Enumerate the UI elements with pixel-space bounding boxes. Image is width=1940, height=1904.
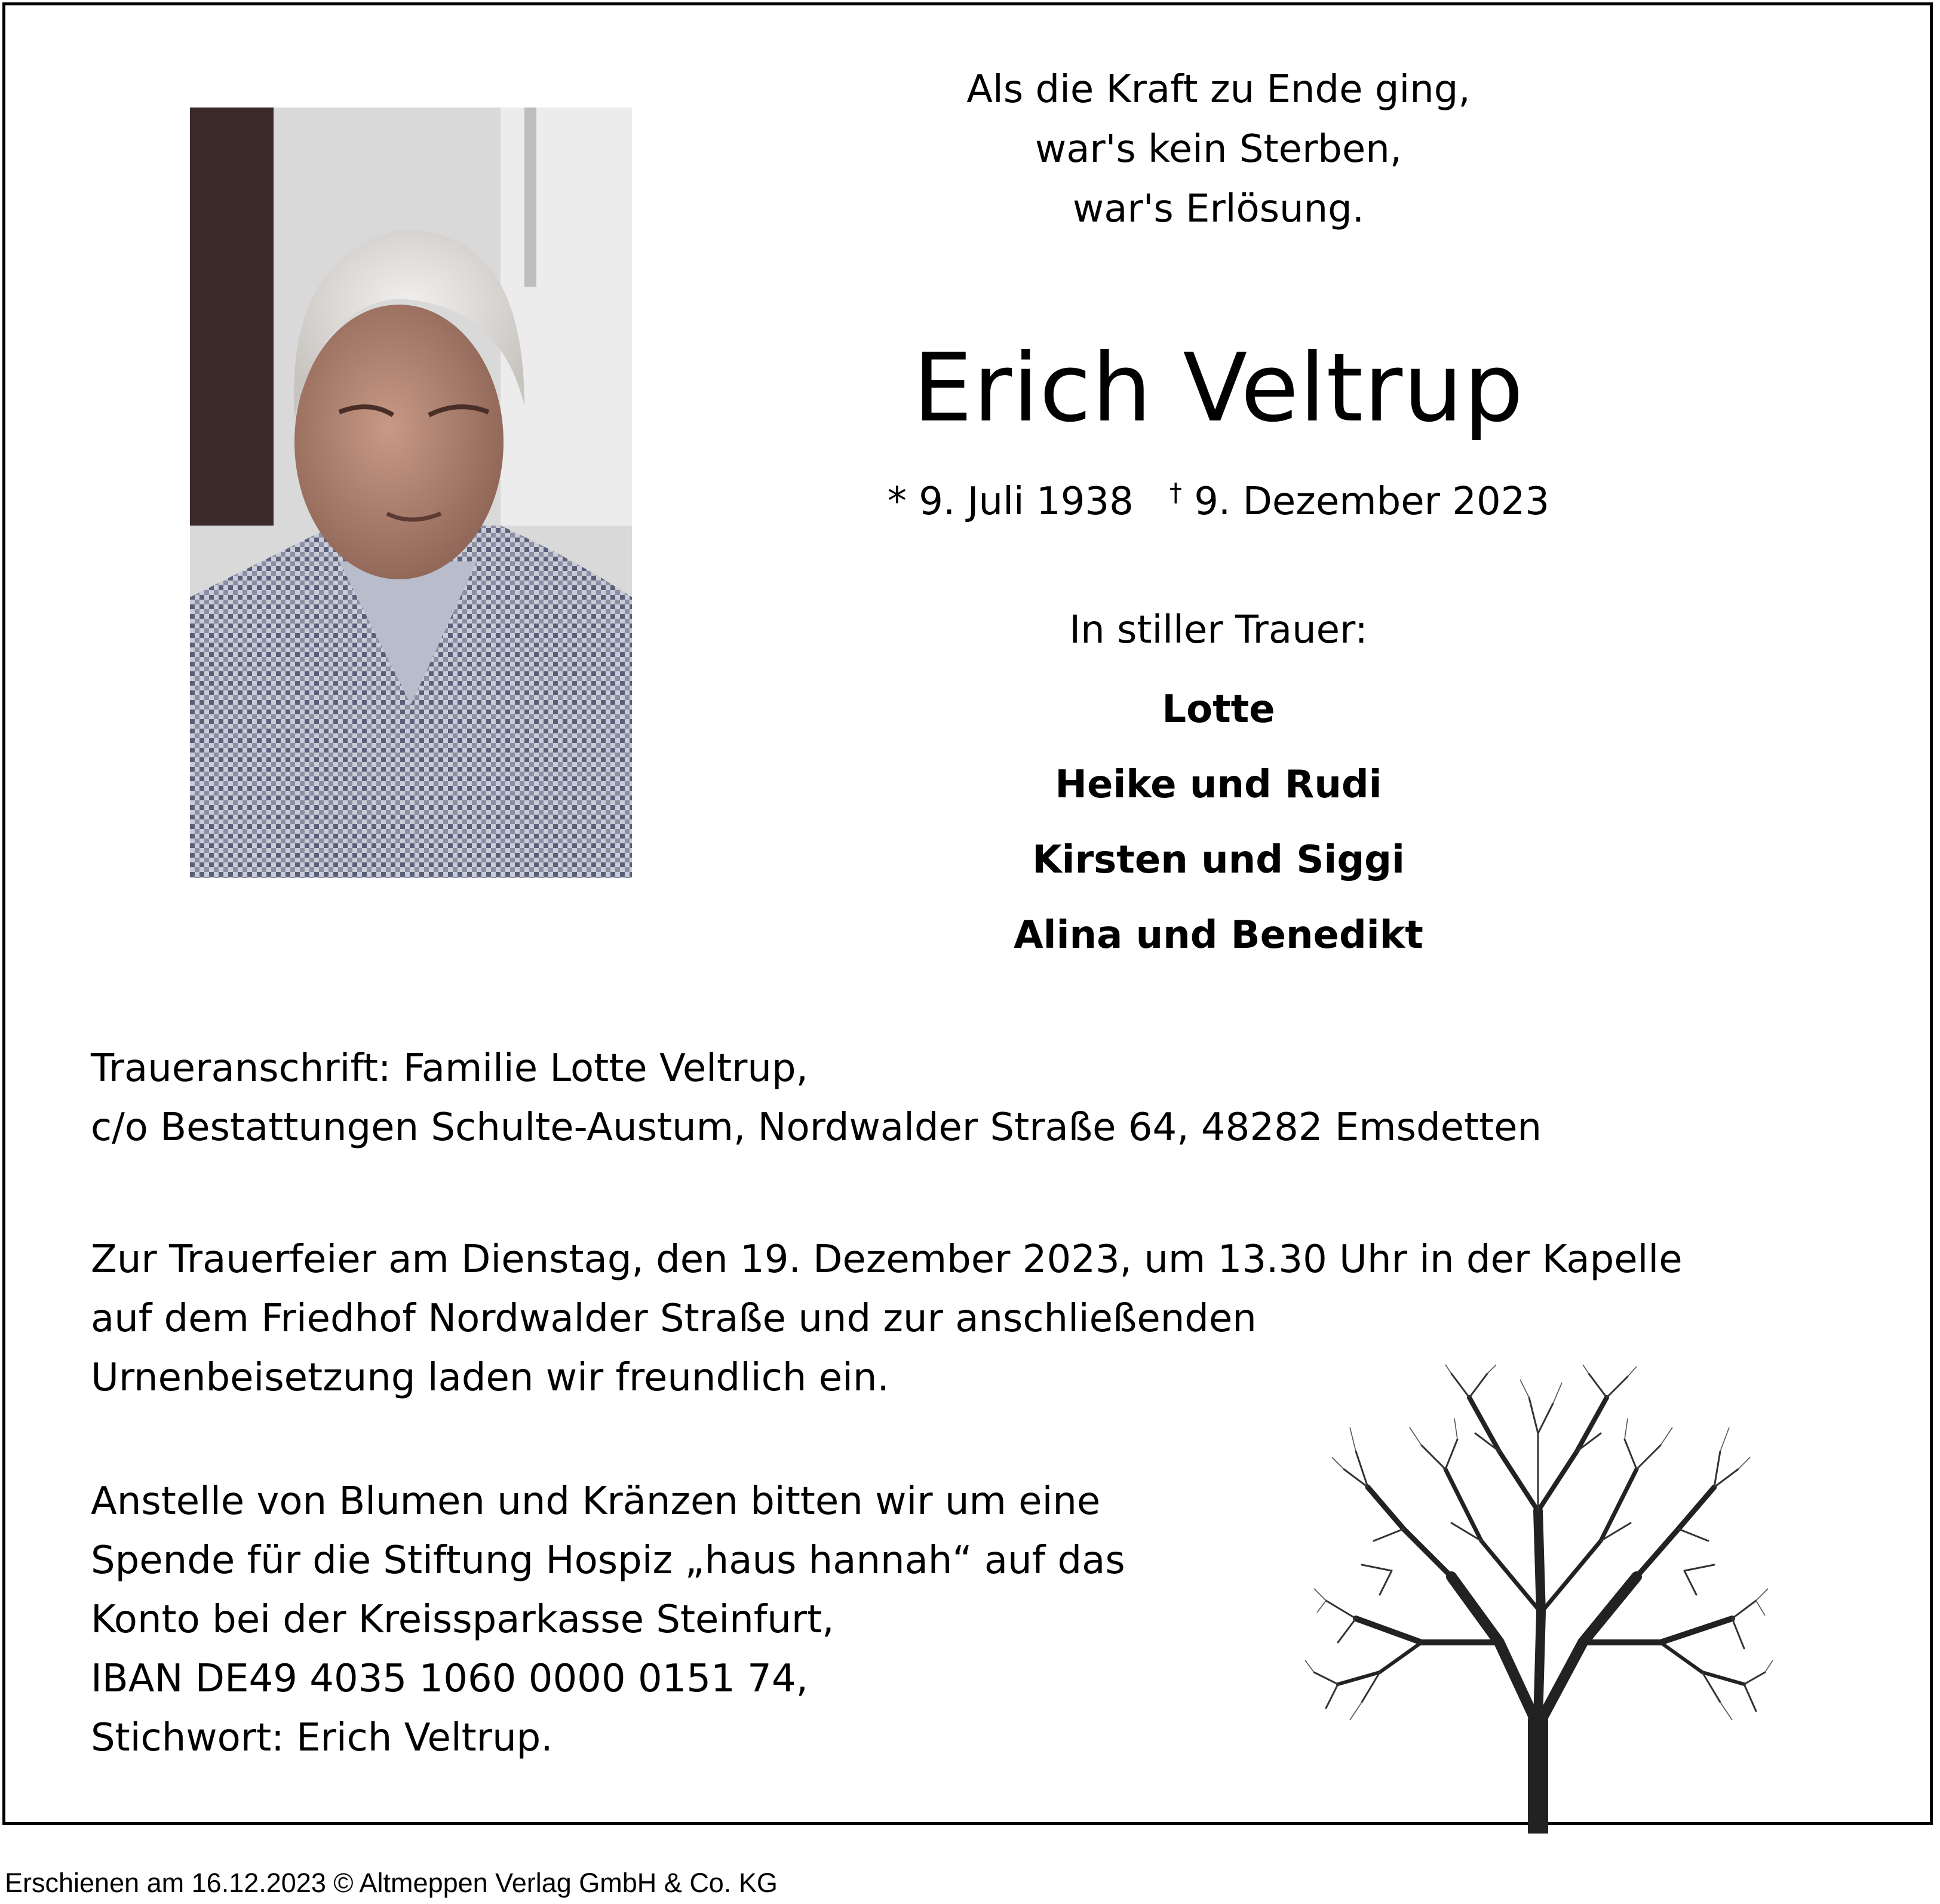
mourners-list — [741, 672, 1696, 973]
death-date: 9. Dezember 2023 — [1194, 480, 1550, 524]
bare-tree-icon — [1302, 1362, 1774, 1834]
mourner: Lotte — [1162, 687, 1275, 732]
mourning-address — [91, 1039, 1542, 1157]
address-line: Traueranschrift: Familie Lotte Veltrup, — [91, 1046, 808, 1091]
donation-line: Konto bei der Kreissparkasse Steinfurt, — [91, 1598, 834, 1642]
deceased-name: Erich Veltrup — [913, 333, 1524, 443]
verse — [741, 60, 1696, 239]
donation-info — [91, 1472, 1125, 1768]
verse-line: war's Erlösung. — [1072, 187, 1365, 231]
address-line: c/o Bestattungen Schulte-Austum, Nordwalder Straße 64, 48282 Emsdetten — [91, 1105, 1542, 1150]
verse-line: Als die Kraft zu Ende ging, — [966, 67, 1471, 112]
portrait-photo — [190, 108, 632, 878]
mourning-label: In stiller Trauer: — [1069, 608, 1368, 652]
publication-footer: Erschienen am 16.12.2023 © Altmeppen Verlag GmbH & Co. KG — [5, 1868, 778, 1898]
dagger-icon: † — [1169, 478, 1182, 507]
mourner: Alina und Benedikt — [1014, 913, 1423, 957]
mourner: Heike und Rudi — [1055, 763, 1382, 807]
mourner: Kirsten und Siggi — [1032, 838, 1405, 882]
life-dates — [741, 466, 1696, 529]
verse-line: war's kein Sterben, — [1035, 127, 1402, 171]
donation-line: IBAN DE49 4035 1060 0000 0151 74, — [91, 1657, 808, 1701]
donation-line: Spende für die Stiftung Hospiz „haus hannah“ auf das — [91, 1538, 1125, 1583]
birth-date: * 9. Juli 1938 — [887, 480, 1134, 524]
ceremony-line: Zur Trauerfeier am Dienstag, den 19. Dezember 2023, um 13.30 Uhr in der Kapelle — [91, 1237, 1683, 1282]
ceremony-line: Urnenbeisetzung laden wir freundlich ein. — [91, 1356, 889, 1400]
ceremony-line: auf dem Friedhof Nordwalder Straße und zur anschließenden — [91, 1297, 1257, 1341]
donation-line: Anstelle von Blumen und Kränzen bitten wir um eine — [91, 1479, 1101, 1524]
donation-line: Stichwort: Erich Veltrup. — [91, 1716, 553, 1760]
